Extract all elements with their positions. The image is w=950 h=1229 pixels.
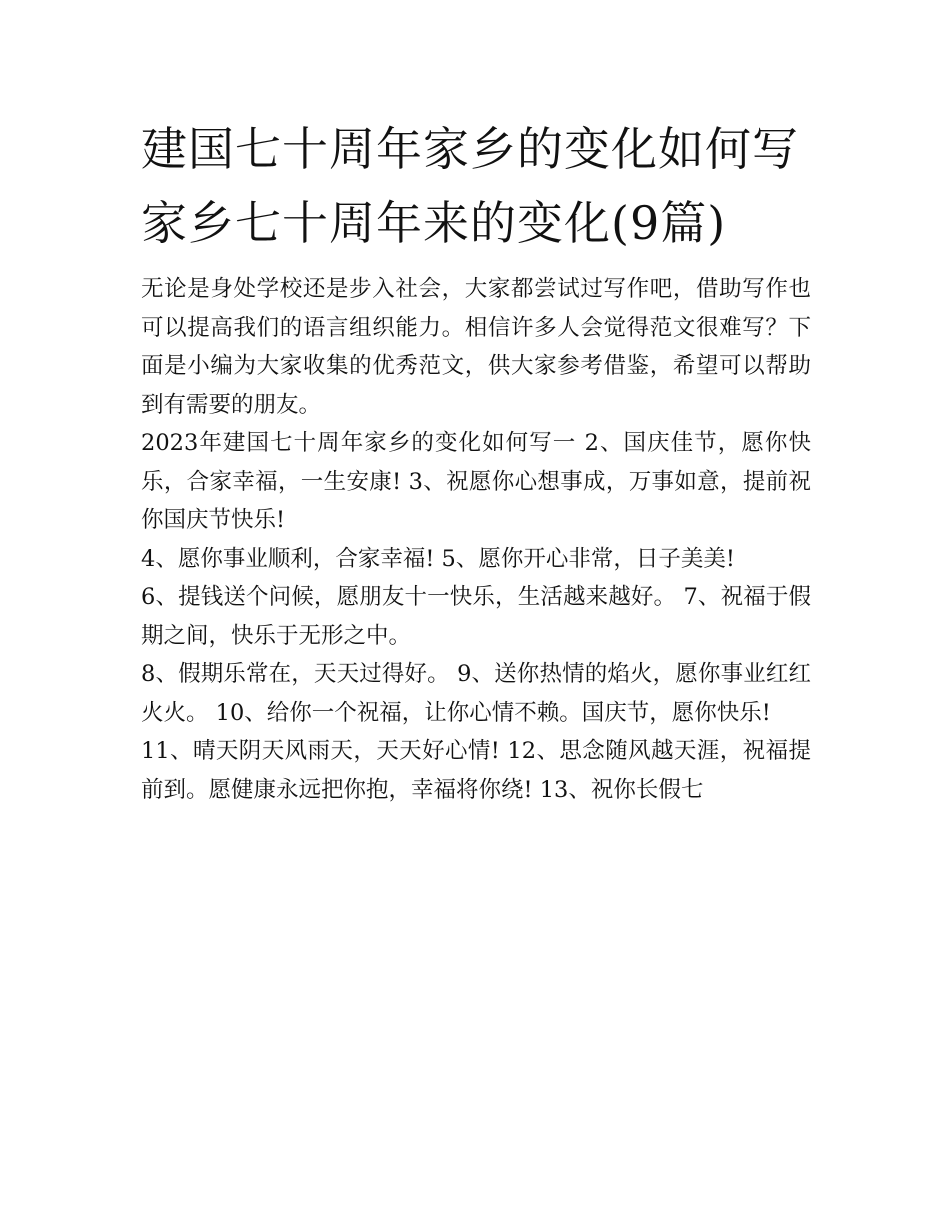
document-title: 建国七十周年家乡的变化如何写 家乡七十周年来的变化(9篇) (141, 122, 799, 250)
document-page (141, 112, 811, 809)
body-paragraph-5: 11、晴天阴天风雨天，天天好心情! 12、思念随风越天涯，祝福提前到。愿健康永远把你抱，幸福将你绕! 13、祝你长假七 (141, 738, 811, 803)
intro-paragraph: 无论是身处学校还是步入社会，大家都尝试过写作吧，借助写作也可以提高我们的语言组织能力。相信许多人会觉得范文很难写？下面是小编为大家收集的优秀范文，供大家参考借鉴，希望可以帮助到有需要的朋友。 (141, 276, 811, 418)
body-paragraph-3: 6、提钱送个问候，愿朋友十一快乐，生活越来越好。 7、祝福于假期之间，快乐于无形之中。 (141, 584, 811, 649)
body-paragraph-4: 8、假期乐常在，天天过得好。 9、送你热情的焰火，愿你事业红红火火。 10、给你一个祝福，让你心情不赖。国庆节，愿你快乐! (141, 661, 811, 726)
body-paragraph-2: 4、愿你事业顺利，合家幸福! 5、愿你开心非常，日子美美! (141, 545, 735, 572)
body-paragraph-1: 2023年建国七十周年家乡的变化如何写一 2、国庆佳节，愿你快乐，合家幸福，一生安康! 3、祝愿你心想事成，万事如意，提前祝你国庆节快乐! (141, 430, 811, 533)
